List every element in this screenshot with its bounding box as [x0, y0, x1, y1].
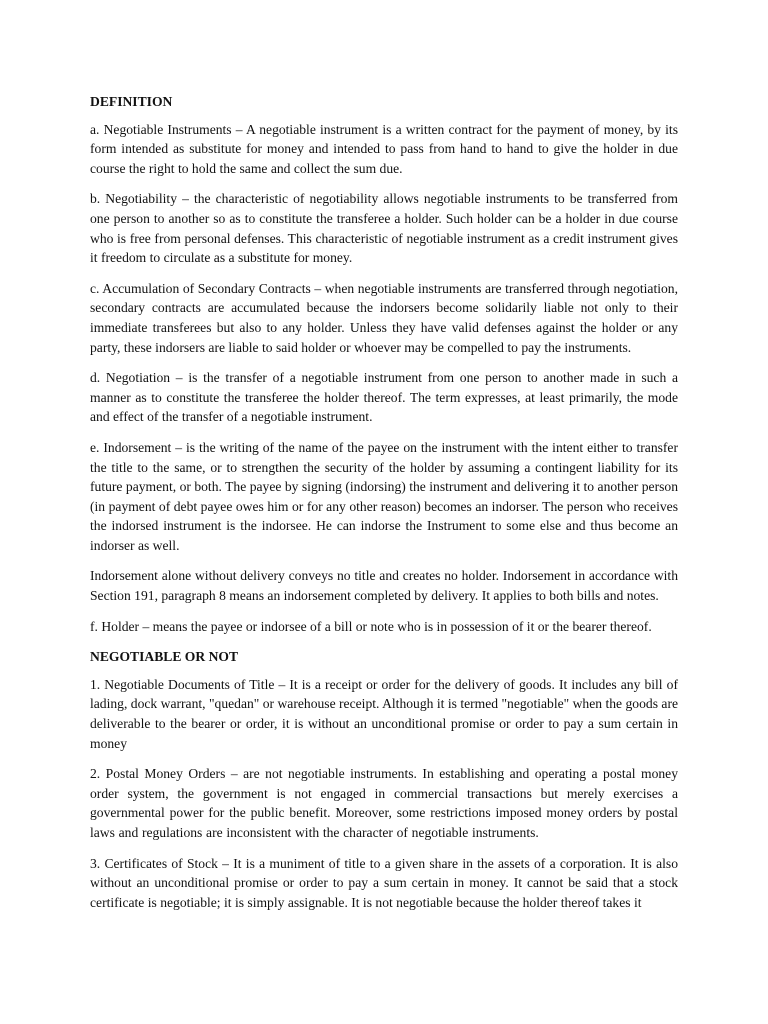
paragraph-holder: f. Holder – means the payee or indorsee of a bill or note who is in possession of it or the bearer thereof.	[90, 618, 652, 634]
paragraph-indorsement: e. Indorsement – is the writing of the name of the payee on the instrument with the intent either to transfer the title to the same, or to strengthen the security of the holder by assuming a contingent liability for its future payment, or both. The payee by signing (indorsing) the instrument and delivering it to another person (in payment of debt payee owes him or for any other reason) becomes an indorser. The person who receives the indorsed instrument is the indorsee. He can indorse the Instrument to some else and thus become an indorser as well.	[90, 439, 678, 553]
paragraph-negotiable-instruments: a. Negotiable Instruments – A negotiable instrument is a written contract for the payment of money, by its form intended as substitute for money and intended to pass from hand to hand to give the holder in due course the right to hold the same and collect the sum due.	[90, 121, 678, 176]
section-heading-negotiable-or-not: NEGOTIABLE OR NOT	[90, 649, 239, 665]
document-page	[90, 92, 678, 923]
paragraph-documents-of-title: 1. Negotiable Documents of Title – It is a receipt or order for the delivery of goods. It includes any bill of lading, dock warrant, "quedan" or warehouse receipt. Although it is termed "negotiable" when the goods are deliverable to the bearer or order, it is without an unconditional promise or order to pay a sum certain in money	[90, 676, 678, 751]
paragraph-negotiation: d. Negotiation – is the transfer of a negotiable instrument from one person to another made in such a manner as to constitute the transferee the holder thereof. The term expresses, at least primarily, the mode and effect of the transfer of a negotiable instrument.	[90, 370, 678, 425]
paragraph-negotiability: b. Negotiability – the characteristic of negotiability allows negotiable instruments to be transferred from one person to another so as to constitute the transferee a holder. Such holder can be a holder in due course who is free from personal defenses. This characteristic of negotiable instrument as a credit instrument gives it freedom to circulate as a substitute for money.	[90, 191, 678, 266]
paragraph-postal-money-orders: 2. Postal Money Orders – are not negotiable instruments. In establishing and operating a postal money order system, the government is not engaged in commercial transactions but merely exercises a governmental power for the public benefit. Moreover, some restrictions imposed money orders by postal laws and regulations are inconsistent with the character of negotiable instruments.	[90, 766, 678, 840]
section-heading-definition: DEFINITION	[90, 94, 173, 109]
paragraph-certificates-of-stock: 3. Certificates of Stock – It is a muniment of title to a given share in the assets of a corporation. It is also without an unconditional promise or order to pay a sum certain in money. It cannot be said that a stock certificate is negotiable; it is simply assignable. It is not negotiable because the holder thereof takes it	[90, 855, 678, 910]
paragraph-indorsement-delivery: Indorsement alone without delivery conveys no title and creates no holder. Indorsement in accordance with Section 191, paragraph 8 means an indorsement completed by delivery. It applies to both bills and notes.	[90, 568, 678, 604]
paragraph-accumulation-secondary-contracts: c. Accumulation of Secondary Contracts – when negotiable instruments are transferred through negotiation, secondary contracts are accumulated because the indorsers become solidarily liable not only to their immediate transferees but also to any holder. Unless they have valid defenses against the holder or any party, these indorsers are liable to said holder or whoever may be compelled to pay the instruments.	[90, 280, 678, 355]
